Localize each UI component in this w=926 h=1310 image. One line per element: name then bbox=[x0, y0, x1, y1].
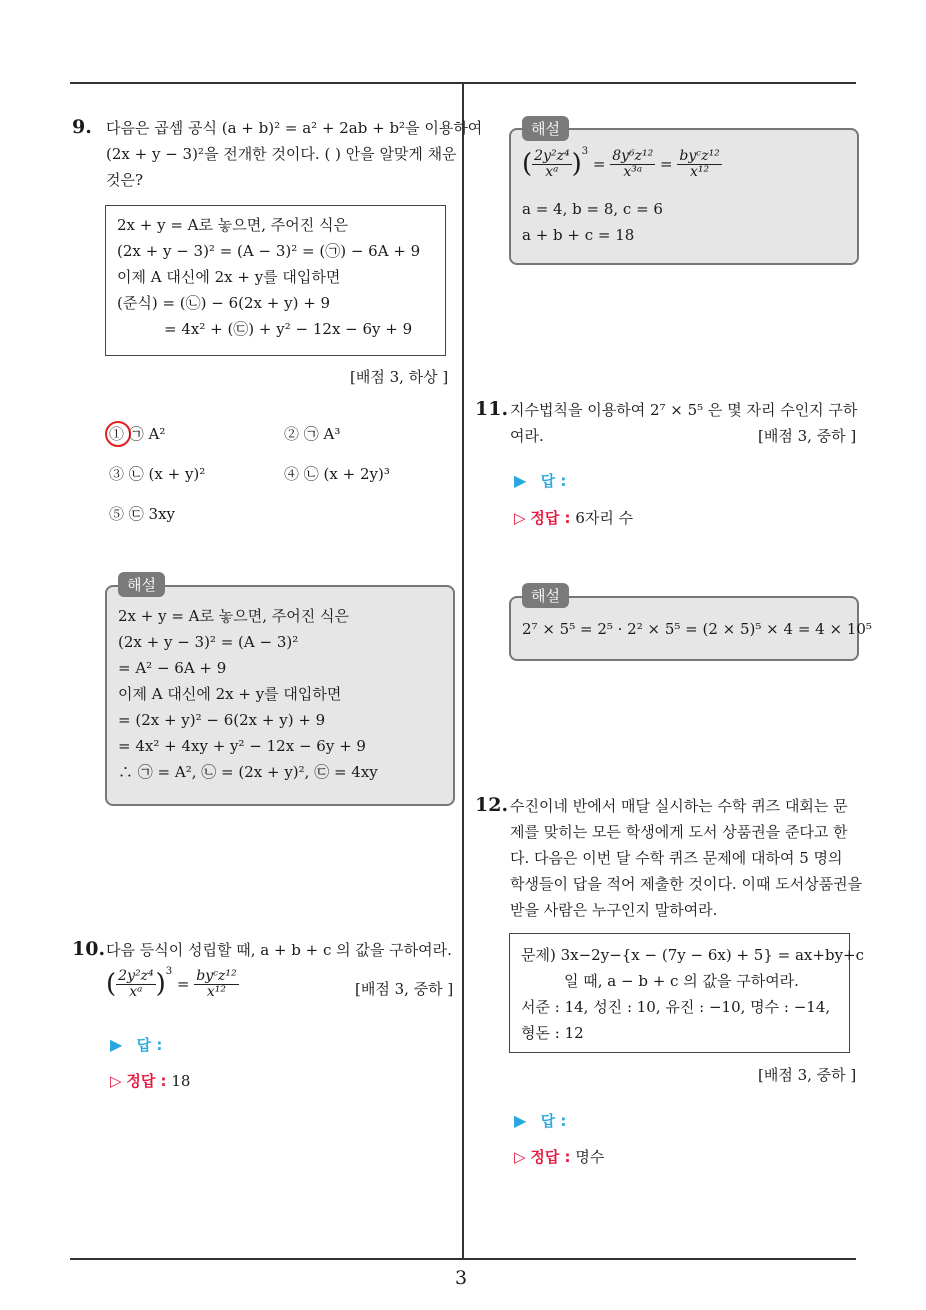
q10-equation: ( $\frac{\text{2y²z⁴}}{\text{xᵃ}}$ )$^3$ = $\frac{\text{byᶜz¹²}}{\text{x¹²}}$ bbox=[106, 966, 237, 1000]
q12-box-line: 일 때, a − b + c 의 값을 구하여라. bbox=[564, 972, 799, 990]
q10-text: 다음 등식이 성립할 때, a + b + c 의 값을 구하여라. bbox=[106, 941, 452, 959]
q9-text-line1: 다음은 곱셈 공식 (a + b)² = a² + 2ab + b²을 이용하여 bbox=[106, 119, 483, 137]
column-divider bbox=[462, 84, 464, 1258]
correct-arrow-icon: ▷ bbox=[514, 1148, 526, 1166]
sol10-frac3-den: x¹² bbox=[690, 163, 710, 180]
q11-correct-value: 6자리 수 bbox=[575, 509, 634, 527]
q9-text-line2: (2x + y − 3)²을 전개한 것이다. ( ) 안을 알맞게 채운 bbox=[106, 145, 457, 163]
q10-lhs-den: xᵃ bbox=[129, 983, 143, 1000]
q10-rhs-den: x¹² bbox=[206, 983, 226, 1000]
q9-solution-line: = A² − 6A + 9 bbox=[118, 659, 227, 677]
q9-box-line: = 4x² + (㉢) + y² − 12x − 6y + 9 bbox=[164, 320, 413, 338]
q12-answer-label: 답 : bbox=[540, 1112, 567, 1130]
sol10-line3: a + b + c = 18 bbox=[522, 226, 635, 244]
q10-answer-label: 답 : bbox=[136, 1036, 163, 1054]
q10-correct-value: 18 bbox=[171, 1072, 191, 1090]
q12-number: 12. bbox=[475, 794, 509, 816]
q10-answer-row bbox=[110, 1034, 162, 1056]
q11-correct-row bbox=[514, 507, 633, 529]
q12-text-line: 다. 다음은 이번 달 수학 퀴즈 문제에 대하여 5 명의 bbox=[510, 849, 843, 867]
q12-text-line: 제를 맞히는 모든 학생에게 도서 상품권을 준다고 한 bbox=[510, 823, 848, 841]
q10-score-meta: [배점 3, 중하 ] bbox=[355, 980, 454, 998]
sol10-frac3-num: byᶜz¹² bbox=[679, 147, 720, 164]
q11-number: 11. bbox=[475, 398, 509, 420]
q9-question-box bbox=[105, 205, 446, 356]
q9-solution-line: = (2x + y)² − 6(2x + y) + 9 bbox=[118, 711, 326, 729]
answer-arrow-icon: ▶ bbox=[514, 1111, 527, 1130]
q11-answer-row bbox=[514, 470, 566, 492]
q10-number: 10. bbox=[72, 938, 106, 960]
q12-correct-row bbox=[514, 1146, 604, 1168]
q11-correct-label: 정답 : bbox=[530, 509, 571, 527]
q9-text-line3: 것은? bbox=[106, 171, 144, 189]
q11-score-meta: [배점 3, 중하 ] bbox=[758, 427, 857, 445]
q12-text-line: 수진이네 반에서 매달 실시하는 수학 퀴즈 대회는 문 bbox=[510, 797, 848, 815]
q11-answer-label: 답 : bbox=[540, 472, 567, 490]
sol10-frac1-num: 2y²z⁴ bbox=[534, 147, 570, 164]
q9-option-4[interactable]: ④ ㉡ (x + 2y)³ bbox=[284, 465, 390, 483]
q12-correct-value: 명수 bbox=[575, 1148, 605, 1166]
sol10-frac2-num: 8y⁶z¹² bbox=[612, 147, 654, 164]
correct-arrow-icon: ▷ bbox=[110, 1072, 122, 1090]
sol10-tag: 해설 bbox=[522, 116, 569, 141]
q12-box-line: 서준 : 14, 성진 : 10, 유진 : −10, 명수 : −14, bbox=[521, 998, 831, 1016]
q12-text-line: 받을 사람은 누구인지 말하여라. bbox=[510, 901, 718, 919]
q9-option-1[interactable]: ① ㉠ A² bbox=[109, 425, 166, 443]
q12-box-line: 문제) 3x−2y−{x − (7y − 6x) + 5} = ax+by+c bbox=[521, 946, 865, 964]
q11-text-line2: 여라. bbox=[510, 427, 544, 445]
answer-arrow-icon: ▶ bbox=[514, 471, 527, 490]
q11-solution-line: 2⁷ × 5⁵ = 2⁵ · 2² × 5⁵ = (2 × 5)⁵ × 4 = 4 × 10⁵ bbox=[522, 620, 872, 638]
q9-solution-tag: 해설 bbox=[118, 572, 165, 597]
sol10-line2: a = 4, b = 8, c = 6 bbox=[522, 200, 663, 218]
q9-box-line: 2x + y = A로 놓으면, 주어진 식은 bbox=[117, 216, 349, 234]
q9-solution-line: 이제 A 대신에 2x + y를 대입하면 bbox=[118, 685, 342, 703]
q12-score-meta: [배점 3, 중하 ] bbox=[758, 1066, 857, 1084]
q9-box-line: (준식) = (㉡) − 6(2x + y) + 9 bbox=[117, 294, 331, 312]
q10-correct-label: 정답 : bbox=[126, 1072, 167, 1090]
q9-option-5[interactable]: ⑤ ㉢ 3xy bbox=[109, 505, 176, 523]
q10-correct-row bbox=[110, 1070, 190, 1092]
sol10-equation: ( $\frac{\text{2y²z⁴}}{\text{xᵃ}}$ )$^3$ = $\frac{\text{8y⁶z¹²}}{\text{x³ᵃ}}$ = $\frac{\text{byᶜz¹²}}{\text{x¹²}}$ bbox=[522, 146, 720, 180]
q9-option-3[interactable]: ③ ㉡ (x + y)² bbox=[109, 465, 206, 483]
q9-solution-line: (2x + y − 3)² = (A − 3)² bbox=[118, 633, 299, 651]
page-number: 3 bbox=[455, 1267, 468, 1289]
correct-arrow-icon: ▷ bbox=[514, 509, 526, 527]
q9-solution-line: ∴ ㉠ = A², ㉡ = (2x + y)², ㉢ = 4xy bbox=[118, 763, 378, 781]
q12-problem-box bbox=[509, 933, 865, 1053]
q12-text-line: 학생들이 답을 적어 제출한 것이다. 이때 도서상품권을 bbox=[510, 875, 863, 893]
q9-solution-line: 2x + y = A로 놓으면, 주어진 식은 bbox=[118, 607, 350, 625]
answer-arrow-icon: ▶ bbox=[110, 1035, 123, 1054]
q11-text-line1: 지수법칙을 이용하여 2⁷ × 5⁵ 은 몇 자리 수인지 구하 bbox=[510, 401, 858, 419]
q10-lhs-num: 2y²z⁴ bbox=[118, 967, 154, 984]
q10-solution-box bbox=[509, 128, 859, 265]
q9-option-2[interactable]: ② ㉠ A³ bbox=[284, 425, 341, 443]
q9-number: 9. bbox=[72, 116, 92, 138]
q12-answer-row bbox=[514, 1110, 566, 1132]
sol10-frac1-den: xᵃ bbox=[545, 163, 559, 180]
q9-score-meta: [배점 3, 하상 ] bbox=[350, 368, 449, 386]
sol10-frac2-den: x³ᵃ bbox=[623, 163, 643, 180]
q12-box-line: 형돈 : 12 bbox=[521, 1024, 584, 1042]
q9-solution-box bbox=[105, 585, 455, 806]
q9-box-line: (2x + y − 3)² = (A − 3)² = (㉠) − 6A + 9 bbox=[117, 242, 421, 260]
q12-correct-label: 정답 : bbox=[530, 1148, 571, 1166]
q11-solution-tag: 해설 bbox=[522, 583, 569, 608]
q10-rhs-num: byᶜz¹² bbox=[196, 967, 237, 984]
q9-box-line: 이제 A 대신에 2x + y를 대입하면 bbox=[117, 268, 341, 286]
bottom-rule bbox=[70, 1258, 856, 1260]
q9-solution-line: = 4x² + 4xy + y² − 12x − 6y + 9 bbox=[118, 737, 366, 755]
